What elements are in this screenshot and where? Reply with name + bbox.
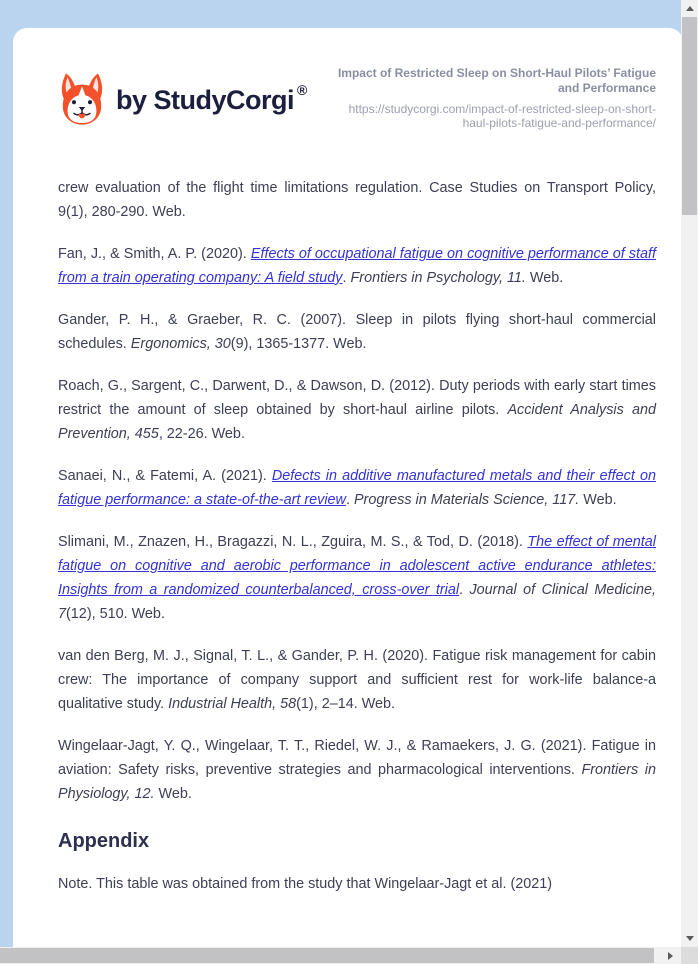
studycorgi-logo bbox=[58, 70, 307, 128]
vertical-scrollbar-thumb[interactable] bbox=[682, 17, 697, 215]
horizontal-scrollbar[interactable] bbox=[0, 947, 681, 964]
triangle-down-icon bbox=[686, 936, 694, 941]
references-list bbox=[58, 176, 656, 806]
reference-text: Roach, G., Sargent, C., Darwent, D., & Dawson, D. (2012). Duty periods with early start times restrict the amount of sleep obtained by short-haul airline pilots. bbox=[58, 378, 656, 418]
page-title-line1: Impact of Restricted Sleep on Short-Haul Pilots’ Fatigue bbox=[337, 66, 656, 80]
reference-entry bbox=[58, 734, 656, 806]
scroll-right-button[interactable] bbox=[661, 947, 679, 964]
scroll-down-button[interactable] bbox=[681, 930, 698, 947]
page-title bbox=[307, 66, 656, 96]
reference-text: Industrial Health, 58 bbox=[168, 696, 297, 712]
reference-entry bbox=[58, 644, 656, 716]
scrollbar-corner bbox=[681, 947, 698, 964]
reference-text: Frontiers in Physiology, 12. bbox=[58, 762, 656, 802]
reference-text: crew evaluation of the flight time limitations regulation. Case Studies on Transport Policy, 9(1), 280-290. Web. bbox=[58, 180, 656, 220]
reference-entry bbox=[58, 530, 656, 626]
document-meta bbox=[307, 66, 656, 130]
reference-entry bbox=[58, 308, 656, 356]
reference-text: Wingelaar-Jagt, Y. Q., Wingelaar, T. T., Riedel, W. J., & Ramaekers, J. G. (2021). Fatigue in aviation: Safety risks, preventive strategies and pharmacological interventions. bbox=[58, 738, 656, 778]
reference-entry bbox=[58, 374, 656, 446]
reference-text: Web. bbox=[154, 786, 192, 802]
vertical-scrollbar[interactable] bbox=[681, 0, 698, 947]
reference-text: van den Berg, M. J., Signal, T. L., & Gander, P. H. (2020). Fatigue risk management for cabin crew: The importance of company support and sufficient rest for work-life balance-a qualitative study. bbox=[58, 648, 656, 712]
document-header bbox=[58, 66, 656, 130]
reference-link[interactable]: Effects of occupational fatigue on cognitive performance of staff from a train operating company: A field study bbox=[58, 246, 656, 286]
document-url-line2: haul-pilots-fatigue-and-performance/ bbox=[462, 116, 656, 130]
appendix-note: Note. This table was obtained from the study that Wingelaar-Jagt et al. (2021) bbox=[58, 876, 553, 892]
reference-text: Accident Analysis and Prevention, 455 bbox=[58, 402, 656, 442]
reference-text: , 22-26. Web. bbox=[158, 426, 245, 442]
reference-text: . bbox=[459, 582, 470, 598]
document-url bbox=[307, 102, 656, 130]
triangle-up-icon bbox=[686, 6, 694, 11]
reference-text: (1), 2–14. Web. bbox=[296, 696, 396, 712]
reference-text: Slimani, M., Znazen, H., Bragazzi, N. L., Zguira, M. S., & Tod, D. (2018). bbox=[58, 534, 528, 550]
reference-text: (9), 1365-1377. Web. bbox=[230, 336, 367, 352]
reference-text: Ergonomics, 30 bbox=[130, 336, 231, 352]
document-url-line1: https://studycorgi.com/impact-of-restricted-sleep-on-short- bbox=[348, 102, 656, 116]
horizontal-scrollbar-thumb[interactable] bbox=[0, 948, 654, 963]
reference-link[interactable]: Defects in additive manufactured metals and their effect on fatigue performance: a state-of-the-art review bbox=[58, 468, 656, 508]
reference-text: Web. bbox=[579, 492, 617, 508]
logo-wordmark: by StudyCorgi ® bbox=[116, 82, 307, 115]
reference-text: Frontiers in Psychology, 11. bbox=[350, 270, 526, 286]
reference-text: Web. bbox=[525, 270, 564, 286]
reference-text: Sanaei, N., & Fatemi, A. (2021). bbox=[58, 468, 272, 484]
appendix-heading: Appendix bbox=[58, 830, 150, 852]
reference-text: (12), 510. Web. bbox=[66, 606, 165, 622]
reference-link[interactable]: The effect of mental fatigue on cognitive and aerobic performance in adolescent active endurance athletes: Insights from a randomized counterbalanced, cross-over trial bbox=[58, 534, 656, 598]
triangle-right-icon bbox=[668, 952, 673, 960]
registered-trademark: ® bbox=[297, 82, 307, 98]
document-card bbox=[13, 28, 683, 947]
reference-text: Progress in Materials Science, 117. bbox=[353, 492, 580, 508]
reference-text: Fan, J., & Smith, A. P. (2020). bbox=[58, 246, 251, 262]
page-title-line2: and Performance bbox=[557, 81, 656, 95]
reference-text: . bbox=[342, 270, 351, 286]
reference-text: Journal of Clinical Medicine, 7 bbox=[58, 582, 657, 622]
reference-entry bbox=[58, 176, 656, 224]
reference-entry bbox=[58, 464, 656, 512]
reference-text: Gander, P. H., & Graeber, R. C. (2007). Sleep in pilots flying short-haul commercial schedules. bbox=[58, 312, 656, 352]
corgi-icon bbox=[58, 70, 106, 128]
reference-entry bbox=[58, 242, 656, 290]
scroll-up-button[interactable] bbox=[681, 0, 698, 17]
reference-text: . bbox=[345, 492, 354, 508]
